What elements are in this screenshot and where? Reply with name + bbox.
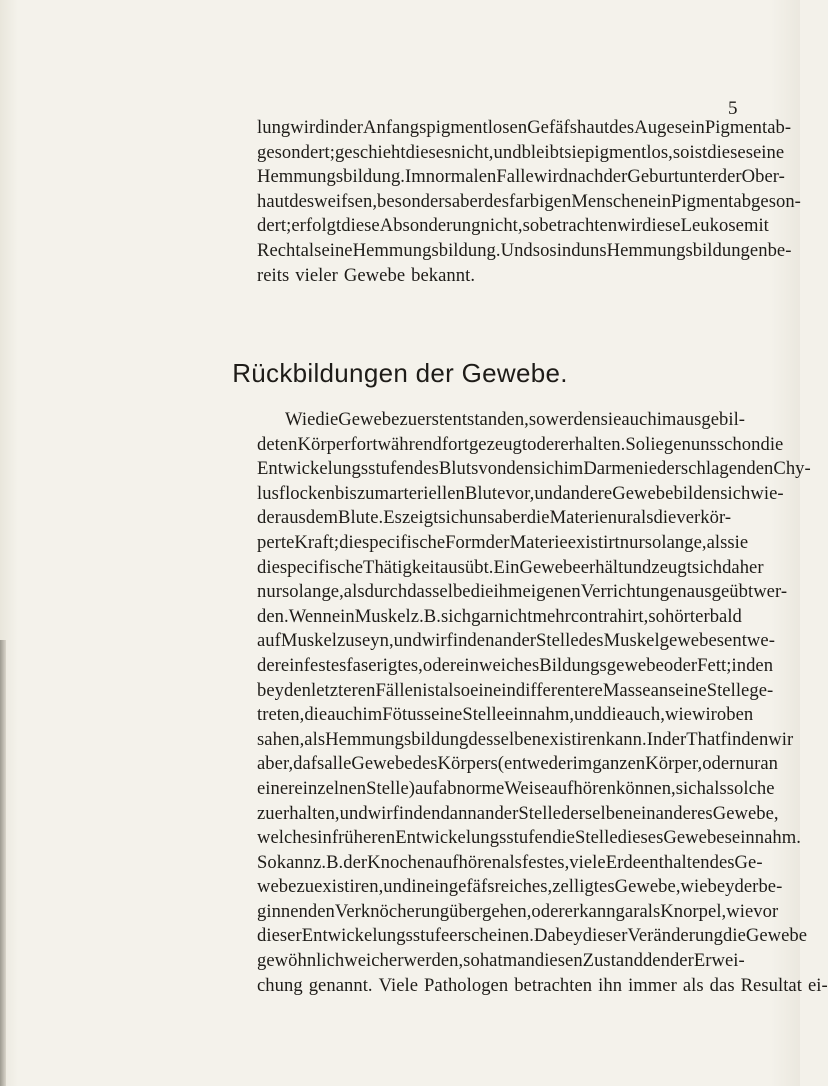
paragraph-hemmungsbildung — [257, 116, 801, 288]
text-line: reits vieler Gewebe bekannt. — [257, 264, 476, 286]
page-number: 5 — [728, 98, 738, 119]
paragraph-rueckbildungen — [257, 408, 828, 998]
text-line: deten Körper fortwährend fortgezeugt oder erhalten. So liegen uns schon die — [257, 433, 784, 455]
text-line: sahen, als Hemmungsbildung desselben existiren kann. In der That finden wir — [257, 728, 794, 750]
text-line: auf Muskel zu seyn, und wir finden an der Stelle des Muskelgewebes entwe- — [257, 630, 775, 652]
text-line: webe zu existiren, und in ein gefäfsreiches, zelligtes Gewebe, wie bey der be- — [257, 876, 783, 898]
page-gutter-shadow — [0, 640, 6, 1086]
text-line: zu erhalten, und wir finden dann an der Stelle derselben ein anderes Gewebe, — [257, 802, 779, 824]
text-line: den. Wenn ein Muskel z. B. sich gar nicht mehr contrahirt, so hört er bald — [257, 605, 742, 627]
text-line: ginnenden Verknöcherung übergehen, oder er kann gar als Knorpel, wie vor — [257, 900, 779, 922]
text-line: dieser Entwickelungsstufe erscheinen. Da bey dieser Veränderung die Gewebe — [257, 925, 808, 947]
text-line: beyden letzteren Fällen ist also eine indifferentere Masse an seine Stelle ge- — [257, 679, 774, 701]
text-line: treten, die auch im Fötus seine Stelle einnahm, und die auch, wie wir oben — [257, 704, 754, 726]
text-line: die specifische Thätigkeit ausübt. Ein Gewebe erhält und zeugt sich daher — [257, 556, 764, 578]
text-line: aber, dafs alle Gewebe des Körpers (entweder im ganzen Körper, oder nur an — [257, 753, 779, 775]
text-line: lung wird in der Anfangs pigmentlosen Gefäfshaut des Auges ein Pigment ab- — [257, 117, 792, 138]
text-line: chung genannt. Viele Pathologen betrachten ihn immer als das Resultat ei- — [257, 974, 828, 996]
text-line: dert; erfolgt diese Absonderung nicht, so betrachten wir diese Leukose mit — [257, 215, 769, 237]
text-line: Hemmungsbildung. Im normalen Falle wird nach der Geburt unter der Ober- — [257, 166, 785, 188]
text-line: gewöhnlich weicher werden, so hat man diesen Zustand den der Erwei- — [257, 950, 745, 972]
text-line: einer einzelnen Stelle) auf abnorme Weise aufhören können, sich als solche — [257, 777, 775, 799]
text-line: lusflocken bis zum arteriellen Blute vor, und andere Gewebe bilden sich wie- — [257, 482, 784, 504]
text-line: nur so lange, als durch dasselbe die ihm eigenen Verrichtungen ausgeübt wer- — [257, 581, 788, 603]
text-line: haut des weifsen, besonders aber des farbigen Menschen ein Pigment abgeson- — [257, 190, 801, 212]
text-line: Wie die Gewebe zuerst entstanden, so werden sie auch im ausgebil- — [285, 409, 746, 430]
text-line: der ein festes faserigtes, oder ein weiches Bildungsgewebe oder Fett; in den — [257, 654, 774, 676]
text-line: gesondert; geschieht dieses nicht, und bleibt sie pigmentlos, so ist dieses eine — [257, 141, 785, 163]
text-line: der aus dem Blute. Es zeigt sich uns aber die Materie nur als die verkör- — [257, 507, 732, 529]
section-heading: Rückbildungen der Gewebe. — [232, 358, 568, 388]
text-line: Recht als eine Hemmungsbildung. Und so sind uns Hemmungsbildungen be- — [257, 239, 792, 261]
text-line: Entwickelungsstufen des Bluts von den sich im Darme niederschlagenden Chy- — [257, 458, 811, 480]
text-line: So kann z. B. der Knochen aufhören als festes, viele Erde enthaltendes Ge- — [257, 851, 763, 873]
text-line: perte Kraft; die specifische Form der Materie existirt nur so lange, als sie — [257, 531, 749, 553]
text-line: welches in früheren Entwickelungsstufen die Stelle dieses Gewebes einnahm. — [257, 827, 801, 849]
